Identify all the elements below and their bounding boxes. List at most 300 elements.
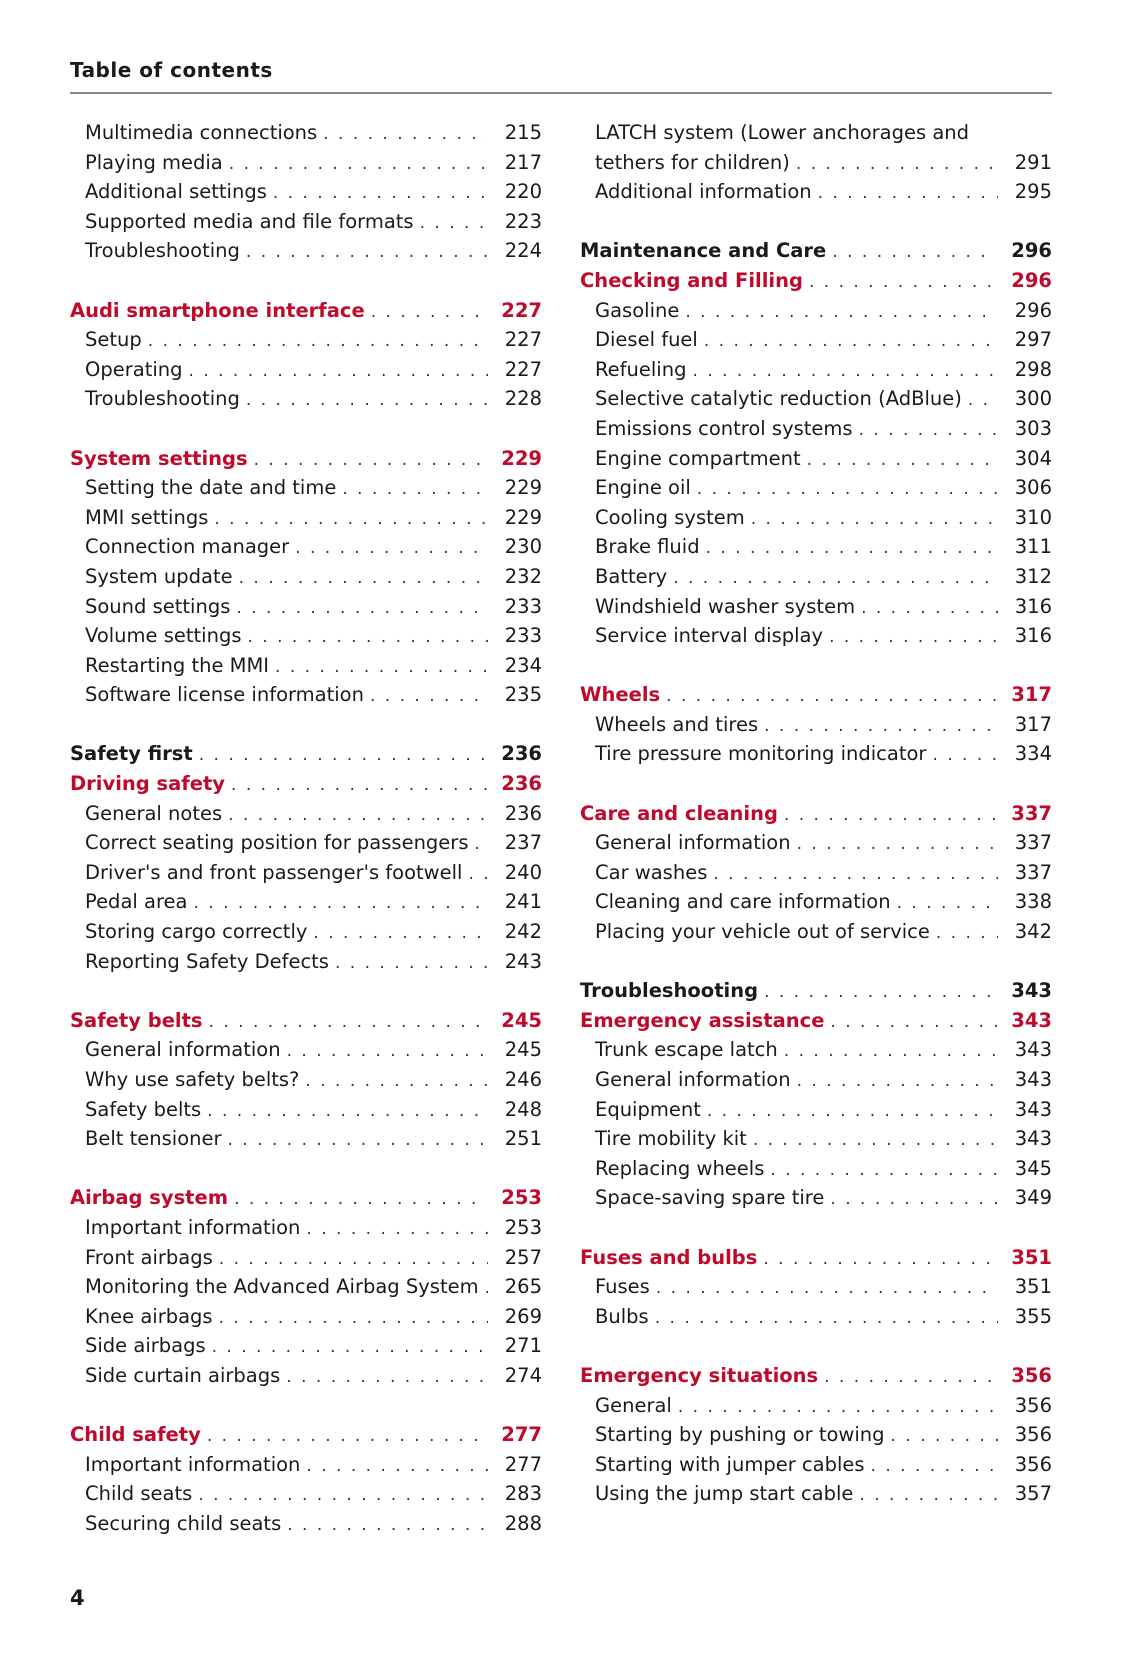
toc-entry[interactable] bbox=[580, 1035, 1052, 1065]
toc-section-entry[interactable] bbox=[580, 1361, 1052, 1391]
toc-entry-label: Software license information bbox=[85, 683, 364, 707]
toc-entry-page: 306 bbox=[1014, 476, 1052, 500]
toc-section-entry[interactable] bbox=[70, 1006, 542, 1036]
toc-entry-page: 242 bbox=[504, 920, 542, 944]
toc-entry[interactable] bbox=[70, 503, 542, 533]
toc-entry-page: 228 bbox=[504, 387, 542, 411]
dot-leader bbox=[342, 475, 488, 505]
dot-leader bbox=[764, 712, 998, 742]
toc-entry-page: 288 bbox=[504, 1511, 542, 1535]
toc-entry-page: 356 bbox=[1014, 1452, 1052, 1476]
dot-leader bbox=[248, 623, 489, 653]
toc-entry-label: Service interval display bbox=[595, 624, 824, 648]
dot-leader bbox=[236, 594, 488, 624]
toc-entry[interactable] bbox=[70, 236, 542, 266]
toc-entry-page: 232 bbox=[504, 564, 542, 588]
dot-leader bbox=[824, 1363, 997, 1393]
toc-entry[interactable] bbox=[70, 1124, 542, 1154]
dot-leader bbox=[148, 327, 488, 357]
toc-entry-label: Airbag system bbox=[70, 1186, 229, 1210]
toc-entry-page: 253 bbox=[504, 1215, 542, 1239]
toc-entry[interactable] bbox=[70, 651, 542, 681]
toc-entry-label: Bulbs bbox=[595, 1304, 649, 1328]
toc-entry-label: Safety belts bbox=[85, 1097, 202, 1121]
dot-leader bbox=[818, 179, 998, 209]
toc-entry[interactable] bbox=[580, 503, 1052, 533]
toc-entry-page: 356 bbox=[1014, 1393, 1052, 1417]
toc-entry[interactable] bbox=[70, 1095, 542, 1125]
toc-entry-page: 233 bbox=[504, 594, 542, 618]
toc-entry-page: 248 bbox=[504, 1097, 542, 1121]
toc-entry-page: 296 bbox=[1011, 268, 1052, 292]
toc-entry[interactable] bbox=[70, 1065, 542, 1095]
toc-entry-page: 246 bbox=[504, 1068, 542, 1091]
toc-entry-page: 283 bbox=[504, 1482, 542, 1506]
dot-leader bbox=[656, 1274, 998, 1304]
toc-section-entry[interactable] bbox=[580, 976, 1052, 1006]
toc-entry[interactable] bbox=[580, 1420, 1052, 1450]
toc-entry-label: Cooling system bbox=[595, 505, 745, 529]
toc-entry-page: 300 bbox=[1014, 387, 1052, 411]
dot-leader bbox=[219, 1304, 488, 1334]
section-gap bbox=[70, 710, 542, 740]
dot-leader bbox=[246, 238, 488, 268]
dot-leader bbox=[706, 534, 998, 564]
toc-section-entry[interactable] bbox=[580, 799, 1052, 829]
toc-entry[interactable] bbox=[580, 355, 1052, 385]
toc-entry-page: 337 bbox=[1014, 860, 1052, 884]
toc-entry[interactable] bbox=[70, 1272, 542, 1302]
toc-entry-label: Why use safety belts? bbox=[85, 1068, 300, 1091]
toc-entry-page: 337 bbox=[1011, 801, 1052, 825]
toc-entry-label: Pedal area bbox=[85, 890, 188, 914]
dot-leader bbox=[468, 860, 488, 890]
dot-leader bbox=[219, 1245, 488, 1275]
toc-entry-label: Sound settings bbox=[85, 594, 231, 618]
toc-entry[interactable] bbox=[70, 1479, 542, 1509]
toc-entry-label: Additional information bbox=[595, 180, 812, 204]
dot-leader bbox=[420, 209, 488, 239]
toc-entry[interactable] bbox=[580, 148, 1052, 178]
section-gap bbox=[580, 947, 1052, 977]
toc-entry-label: Safety belts bbox=[70, 1008, 203, 1032]
toc-entry-page: 312 bbox=[1014, 564, 1052, 588]
toc-entry-page: 343 bbox=[1014, 1097, 1052, 1121]
toc-column-right bbox=[580, 118, 1052, 1509]
toc-entry-page: 236 bbox=[501, 772, 542, 796]
toc-entry-label: Front airbags bbox=[85, 1245, 213, 1269]
toc-entry-label: Care and cleaning bbox=[580, 801, 778, 825]
toc-entry[interactable] bbox=[70, 887, 542, 917]
dot-leader bbox=[829, 623, 998, 653]
toc-entry-page: 217 bbox=[504, 150, 542, 174]
toc-column-left bbox=[70, 118, 542, 1539]
toc-entry-label: Volume settings bbox=[85, 624, 242, 648]
toc-entry-label: Wheels bbox=[580, 683, 661, 707]
toc-entry-page: 296 bbox=[1014, 298, 1052, 322]
dot-leader bbox=[198, 1481, 488, 1511]
toc-entry-label: Child safety bbox=[70, 1423, 201, 1447]
dot-leader bbox=[809, 268, 997, 298]
toc-entry[interactable] bbox=[70, 532, 542, 562]
dot-leader bbox=[697, 475, 998, 505]
dot-leader bbox=[713, 860, 998, 890]
toc-entry[interactable] bbox=[70, 177, 542, 207]
section-gap bbox=[70, 1154, 542, 1184]
dot-leader bbox=[797, 1067, 998, 1097]
dot-leader bbox=[273, 179, 488, 209]
toc-entry-page: 269 bbox=[504, 1304, 542, 1328]
toc-entry[interactable] bbox=[580, 1272, 1052, 1302]
toc-entry-page: 215 bbox=[504, 121, 542, 144]
toc-entry-label: Operating bbox=[85, 357, 183, 381]
toc-entry-label: Audi smartphone interface bbox=[70, 298, 365, 322]
toc-entry-page: 349 bbox=[1014, 1186, 1052, 1210]
dot-leader bbox=[655, 1304, 998, 1334]
dot-leader bbox=[313, 919, 488, 949]
section-gap bbox=[70, 266, 542, 296]
toc-section-entry[interactable] bbox=[70, 1420, 542, 1450]
toc-entry[interactable] bbox=[580, 532, 1052, 562]
toc-entry-label: Fuses and bulbs bbox=[580, 1245, 758, 1269]
toc-entry[interactable] bbox=[580, 1302, 1052, 1332]
dot-leader bbox=[753, 1126, 998, 1156]
toc-entry[interactable] bbox=[70, 562, 542, 592]
toc-entry-label: Restarting the MMI bbox=[85, 653, 270, 677]
toc-entry[interactable] bbox=[580, 710, 1052, 740]
toc-entry-label: Multimedia connections bbox=[85, 121, 318, 144]
toc-entry-label: Windshield washer system bbox=[595, 594, 856, 618]
dot-leader bbox=[231, 771, 487, 801]
toc-entry-page: 317 bbox=[1014, 712, 1052, 736]
toc-entry[interactable] bbox=[580, 1124, 1052, 1154]
toc-entry[interactable] bbox=[70, 1331, 542, 1361]
toc-entry-page: 220 bbox=[504, 180, 542, 204]
dot-leader bbox=[871, 1452, 998, 1482]
toc-entry-page: 236 bbox=[501, 742, 542, 766]
toc-section-entry[interactable] bbox=[580, 1006, 1052, 1036]
toc-entry-page: 274 bbox=[504, 1363, 542, 1387]
toc-entry[interactable] bbox=[70, 858, 542, 888]
toc-entry-page: 295 bbox=[1014, 180, 1052, 204]
dot-leader bbox=[474, 830, 488, 860]
toc-entry-page: 237 bbox=[504, 831, 542, 855]
dot-leader bbox=[784, 801, 997, 831]
header-title: Table of contents bbox=[70, 58, 273, 82]
toc-entry[interactable] bbox=[70, 621, 542, 651]
toc-entry-page: 343 bbox=[1014, 1038, 1052, 1062]
toc-entry[interactable] bbox=[580, 177, 1052, 207]
page-header bbox=[70, 58, 1052, 94]
section-gap bbox=[70, 976, 542, 1006]
toc-entry[interactable] bbox=[580, 621, 1052, 651]
dot-leader bbox=[830, 1185, 998, 1215]
toc-entry[interactable] bbox=[70, 355, 542, 385]
toc-entry[interactable] bbox=[70, 917, 542, 947]
toc-entry-page: 271 bbox=[504, 1334, 542, 1358]
toc-entry-page: 311 bbox=[1014, 535, 1052, 559]
dot-leader bbox=[936, 919, 998, 949]
toc-entry[interactable] bbox=[70, 1450, 542, 1480]
toc-entry-page: 343 bbox=[1014, 1068, 1052, 1091]
toc-entry-label: System settings bbox=[70, 446, 248, 470]
toc-entry-label: Storing cargo correctly bbox=[85, 920, 308, 944]
toc-entry-label: Child seats bbox=[85, 1482, 193, 1506]
dot-leader bbox=[807, 446, 998, 476]
toc-section-entry[interactable] bbox=[580, 1243, 1052, 1273]
toc-entry-page: 251 bbox=[504, 1127, 542, 1151]
toc-entry-label: Engine oil bbox=[595, 476, 691, 500]
dot-leader bbox=[370, 682, 488, 712]
toc-entry[interactable] bbox=[70, 207, 542, 237]
toc-entry-label: Important information bbox=[85, 1215, 301, 1239]
toc-entry-label: Driver's and front passenger's footwell bbox=[85, 860, 463, 884]
toc-entry[interactable] bbox=[70, 1302, 542, 1332]
toc-entry-page: 227 bbox=[504, 328, 542, 352]
toc-entry[interactable] bbox=[580, 296, 1052, 326]
toc-entry[interactable] bbox=[70, 828, 542, 858]
toc-entry[interactable] bbox=[70, 592, 542, 622]
dot-leader bbox=[306, 1452, 488, 1482]
toc-entry-label: MMI settings bbox=[85, 505, 209, 529]
toc-entry-label: Tire mobility kit bbox=[595, 1127, 747, 1151]
toc-entry-page: 343 bbox=[1011, 1008, 1052, 1032]
toc-entry-page: 265 bbox=[504, 1275, 542, 1299]
toc-entry[interactable] bbox=[70, 680, 542, 710]
toc-entry-label: Diesel fuel bbox=[595, 328, 698, 352]
toc-entry-label: tethers for children) bbox=[595, 150, 790, 174]
dot-leader bbox=[784, 1037, 998, 1067]
toc-entry[interactable] bbox=[580, 887, 1052, 917]
toc-entry-label: Knee airbags bbox=[85, 1304, 213, 1328]
toc-entry[interactable] bbox=[580, 562, 1052, 592]
toc-entry-label: General information bbox=[85, 1038, 281, 1062]
dot-leader bbox=[228, 801, 488, 831]
toc-entry[interactable] bbox=[70, 473, 542, 503]
toc-entry-page: 229 bbox=[501, 446, 542, 470]
toc-entry-page: 229 bbox=[504, 505, 542, 529]
toc-entry-label: Space-saving spare tire bbox=[595, 1186, 825, 1210]
toc-entry-page: 338 bbox=[1014, 890, 1052, 914]
toc-entry[interactable] bbox=[580, 592, 1052, 622]
section-gap bbox=[580, 769, 1052, 799]
dot-leader bbox=[932, 741, 998, 771]
toc-section-entry[interactable] bbox=[70, 444, 542, 474]
toc-entry[interactable] bbox=[580, 384, 1052, 414]
toc-entry-label: Driving safety bbox=[70, 772, 226, 796]
toc-entry[interactable] bbox=[580, 444, 1052, 474]
toc-entry-label: Reporting Safety Defects bbox=[85, 949, 329, 973]
toc-entry-page: 343 bbox=[1014, 1127, 1052, 1151]
toc-entry-page: 257 bbox=[504, 1245, 542, 1269]
toc-entry-label: Trunk escape latch bbox=[595, 1038, 778, 1062]
toc-entry[interactable] bbox=[70, 1361, 542, 1391]
toc-entry-label: Safety first bbox=[70, 742, 193, 766]
toc-entry-page: 253 bbox=[501, 1186, 542, 1210]
toc-entry-label: Using the jump start cable bbox=[595, 1482, 854, 1506]
toc-entry-page: 357 bbox=[1014, 1482, 1052, 1506]
toc-entry-label: Car washes bbox=[595, 860, 708, 884]
dot-leader bbox=[704, 327, 998, 357]
toc-entry-label: Brake fluid bbox=[595, 535, 700, 559]
toc-entry-page: 245 bbox=[501, 1008, 542, 1032]
toc-entry-label: Maintenance and Care bbox=[580, 239, 827, 263]
dot-leader bbox=[323, 120, 488, 150]
dot-leader bbox=[763, 1245, 997, 1275]
dot-leader bbox=[194, 889, 489, 919]
toc-entry[interactable] bbox=[70, 1509, 542, 1539]
toc-entry[interactable] bbox=[70, 1243, 542, 1273]
toc-entry-page: 243 bbox=[504, 949, 542, 973]
dot-leader bbox=[371, 298, 488, 328]
toc-entry[interactable] bbox=[70, 384, 542, 414]
dot-leader bbox=[287, 1511, 488, 1541]
toc-entry-label: Starting with jumper cables bbox=[595, 1452, 865, 1476]
toc-entry-label: Emergency situations bbox=[580, 1363, 819, 1387]
toc-entry[interactable] bbox=[70, 799, 542, 829]
toc-entry-page: 227 bbox=[501, 298, 542, 322]
toc-entry-page: 277 bbox=[501, 1423, 542, 1447]
toc-entry-label: Tire pressure monitoring indicator bbox=[595, 742, 927, 766]
dot-leader bbox=[968, 386, 998, 416]
toc-section-entry[interactable] bbox=[70, 296, 542, 326]
dot-leader bbox=[286, 1363, 488, 1393]
toc-entry[interactable] bbox=[580, 858, 1052, 888]
toc-entry-label: Supported media and file formats bbox=[85, 209, 414, 233]
toc-entry[interactable] bbox=[580, 917, 1052, 947]
dot-leader bbox=[830, 1008, 997, 1038]
toc-entry-label: Belt tensioner bbox=[85, 1127, 222, 1151]
dot-leader bbox=[214, 505, 488, 535]
toc-entry[interactable] bbox=[70, 1213, 542, 1243]
dot-leader bbox=[897, 889, 998, 919]
section-gap bbox=[70, 1391, 542, 1421]
section-gap bbox=[580, 1213, 1052, 1243]
toc-entry[interactable] bbox=[70, 148, 542, 178]
toc-entry[interactable] bbox=[580, 414, 1052, 444]
dot-leader bbox=[335, 949, 488, 979]
toc-entry-page: 304 bbox=[1014, 446, 1052, 470]
dot-leader bbox=[207, 1097, 488, 1127]
toc-entry-page: 303 bbox=[1014, 416, 1052, 440]
section-gap bbox=[70, 414, 542, 444]
toc-entry-page: 291 bbox=[1014, 150, 1052, 174]
toc-entry-label: Troubleshooting bbox=[85, 387, 240, 411]
toc-entry[interactable] bbox=[580, 1183, 1052, 1213]
toc-entry[interactable] bbox=[580, 828, 1052, 858]
toc-entry-label: Connection manager bbox=[85, 535, 290, 559]
toc-section-entry[interactable] bbox=[70, 769, 542, 799]
toc-entry[interactable] bbox=[580, 1391, 1052, 1421]
toc-entry[interactable] bbox=[580, 1065, 1052, 1095]
toc-entry-page: 227 bbox=[504, 357, 542, 381]
dot-leader bbox=[287, 1037, 488, 1067]
dot-leader bbox=[295, 534, 488, 564]
dot-leader bbox=[306, 1215, 488, 1245]
dot-leader bbox=[209, 1008, 488, 1038]
dot-leader bbox=[859, 416, 998, 446]
toc-entry-page: 297 bbox=[1014, 328, 1052, 352]
toc-entry-page: 240 bbox=[504, 860, 542, 884]
dot-leader bbox=[751, 505, 998, 535]
toc-entry-page: 234 bbox=[504, 653, 542, 677]
page-number: 4 bbox=[70, 1586, 85, 1610]
toc-entry-label: Emergency assistance bbox=[580, 1008, 825, 1032]
toc-entry[interactable] bbox=[580, 1479, 1052, 1509]
dot-leader bbox=[234, 1185, 487, 1215]
toc-entry-page: 233 bbox=[504, 624, 542, 648]
toc-entry-page: 317 bbox=[1011, 683, 1052, 707]
section-gap bbox=[580, 651, 1052, 681]
section-gap bbox=[580, 1331, 1052, 1361]
dot-leader bbox=[305, 1067, 488, 1097]
toc-entry[interactable] bbox=[70, 947, 542, 977]
toc-entry[interactable] bbox=[70, 1035, 542, 1065]
toc-entry-page: 224 bbox=[504, 239, 542, 263]
toc-entry-label: General information bbox=[595, 831, 791, 855]
toc-entry[interactable] bbox=[580, 325, 1052, 355]
dot-leader bbox=[861, 594, 998, 624]
toc-section-entry[interactable] bbox=[70, 1183, 542, 1213]
toc-entry-label: System update bbox=[85, 564, 233, 588]
dot-leader bbox=[707, 1097, 998, 1127]
toc-entry-label: Setup bbox=[85, 328, 142, 352]
section-gap bbox=[580, 207, 1052, 237]
dot-leader bbox=[796, 150, 998, 180]
dot-leader bbox=[254, 446, 488, 476]
toc-entry-label: Engine compartment bbox=[595, 446, 801, 470]
toc-entry-label: Emissions control systems bbox=[595, 416, 853, 440]
toc-entry[interactable] bbox=[580, 118, 1052, 148]
toc-entry-page: 356 bbox=[1014, 1423, 1052, 1447]
dot-leader bbox=[685, 298, 998, 328]
dot-leader bbox=[859, 1481, 998, 1511]
toc-entry[interactable] bbox=[580, 1450, 1052, 1480]
toc-entry-label: Equipment bbox=[595, 1097, 701, 1121]
toc-entry-page: 342 bbox=[1014, 920, 1052, 944]
toc-entry-page: 229 bbox=[504, 476, 542, 500]
toc-section-entry[interactable] bbox=[70, 739, 542, 769]
dot-leader bbox=[207, 1422, 487, 1452]
toc-entry-label: General information bbox=[595, 1068, 791, 1091]
toc-entry-label: Correct seating position for passengers bbox=[85, 831, 469, 855]
dot-leader bbox=[891, 1422, 998, 1452]
dot-leader bbox=[212, 1333, 488, 1363]
toc-entry-page: 345 bbox=[1014, 1156, 1052, 1180]
dot-leader bbox=[666, 682, 997, 712]
toc-section-entry[interactable] bbox=[580, 266, 1052, 296]
toc-entry[interactable] bbox=[70, 118, 542, 148]
toc-entry[interactable] bbox=[580, 1154, 1052, 1184]
toc-section-entry[interactable] bbox=[580, 236, 1052, 266]
toc-entry-page: 236 bbox=[504, 801, 542, 825]
toc-entry-page: 316 bbox=[1014, 594, 1052, 618]
toc-entry[interactable] bbox=[70, 325, 542, 355]
toc-entry-label: Replacing wheels bbox=[595, 1156, 765, 1180]
toc-entry-page: 296 bbox=[1011, 239, 1052, 263]
dot-leader bbox=[832, 238, 997, 268]
toc-entry[interactable] bbox=[580, 739, 1052, 769]
toc-entry-label: LATCH system (Lower anchorages and bbox=[595, 121, 970, 144]
toc-entry[interactable] bbox=[580, 473, 1052, 503]
toc-entry-label: Important information bbox=[85, 1452, 301, 1476]
toc-entry[interactable] bbox=[580, 1095, 1052, 1125]
toc-entry-page: 316 bbox=[1014, 624, 1052, 648]
toc-section-entry[interactable] bbox=[580, 680, 1052, 710]
toc-entry-label: Fuses bbox=[595, 1275, 650, 1299]
dot-leader bbox=[678, 1393, 998, 1423]
toc-entry-label: Battery bbox=[595, 564, 668, 588]
